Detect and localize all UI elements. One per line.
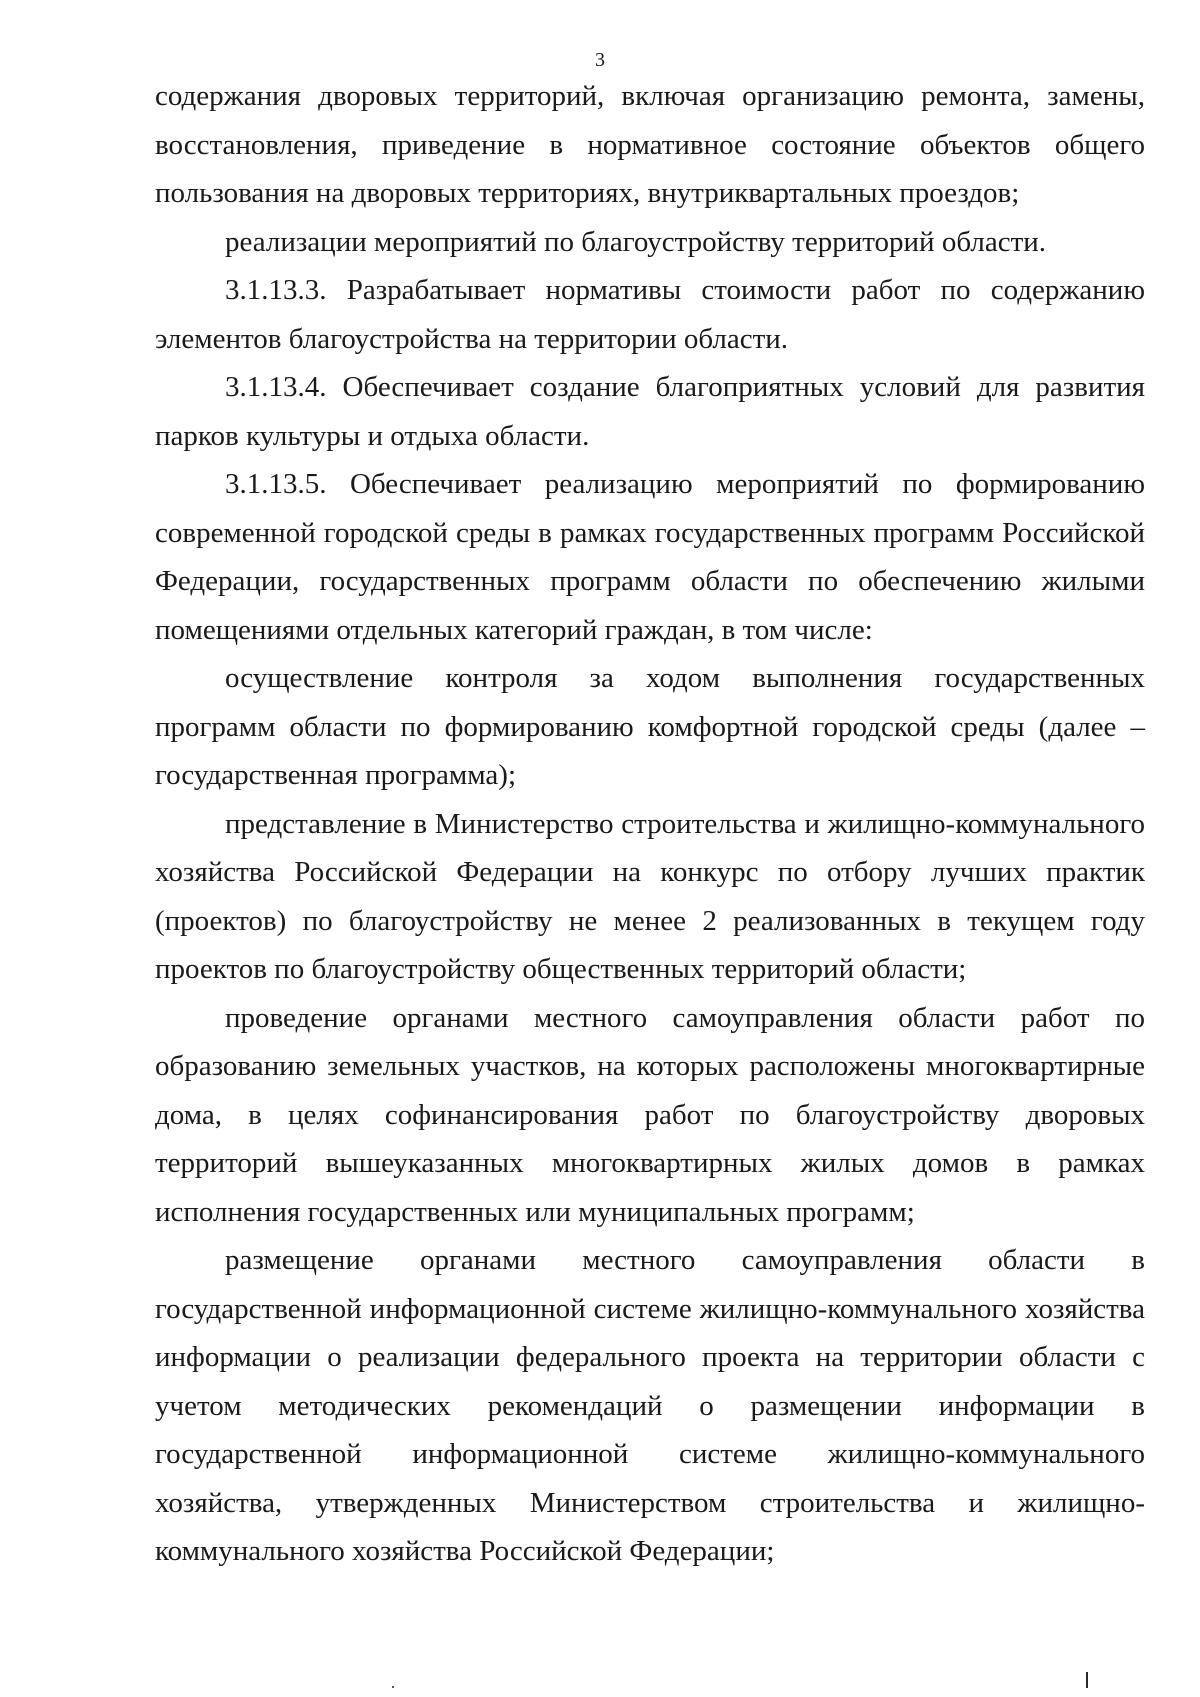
paragraph-improvement-measures: реализации мероприятий по благоустройству территорий области.	[225, 225, 1047, 258]
document-body	[155, 72, 1145, 1576]
paragraph-program-control: осуществление контроля за ходом выполнения государственных программ области по формированию комфортной городской среды (далее – государственная программа);	[155, 662, 1145, 791]
paragraph-land-plots: проведение органами местного самоуправления области работ по образованию земельных участков, на которых расположены многоквартирные дома, в целях софинансирования работ по благоустройству дворовых территорий вышеуказанных многоквартирных жилых домов в рамках исполнения государственных или муниципальных программ;	[155, 1001, 1145, 1228]
paragraph-ministry-submission: представление в Министерство строительства и жилищно-коммунального хозяйства Российской Федерации на конкурс по отбору лучших практик (проектов) по благоустройству не менее 2 реализованных в текущем году проектов по благоустройству общественных территорий области;	[155, 807, 1145, 985]
page-number: 3	[595, 49, 605, 71]
paragraph-3-1-13-3: 3.1.13.3. Разрабатывает нормативы стоимости работ по содержанию элементов благоустройства на территории области.	[155, 274, 1145, 355]
paragraph-information-placement: размещение органами местного самоуправления области в государственной информационной системе жилищно-коммунального хозяйства информации о реализации федерального проекта на территории области с учетом методических рекомендаций о размещении информации в государственной информационной системе жилищно-коммунального хозяйства, утвержденных Министерством строительства и жилищно-коммунального хозяйства Российской Федерации;	[155, 1244, 1145, 1567]
scan-artifact-mark	[1086, 1672, 1088, 1688]
paragraph-3-1-13-4: 3.1.13.4. Обеспечивает создание благоприятных условий для развития парков культуры и отдыха области.	[155, 371, 1145, 452]
paragraph-3-1-13-5: 3.1.13.5. Обеспечивает реализацию мероприятий по формированию современной городской среды в рамках государственных программ Российской Федерации, государственных программ области по обеспечению жилыми помещениями отдельных категорий граждан, в том числе:	[155, 468, 1145, 646]
scan-artifact-dot	[392, 1686, 394, 1688]
paragraph-yard-maintenance: содержания дворовых территорий, включая организацию ремонта, замены, восстановления, приведение в нормативное состояние объектов общего пользования на дворовых территориях, внутриквартальных проездов;	[155, 80, 1145, 209]
